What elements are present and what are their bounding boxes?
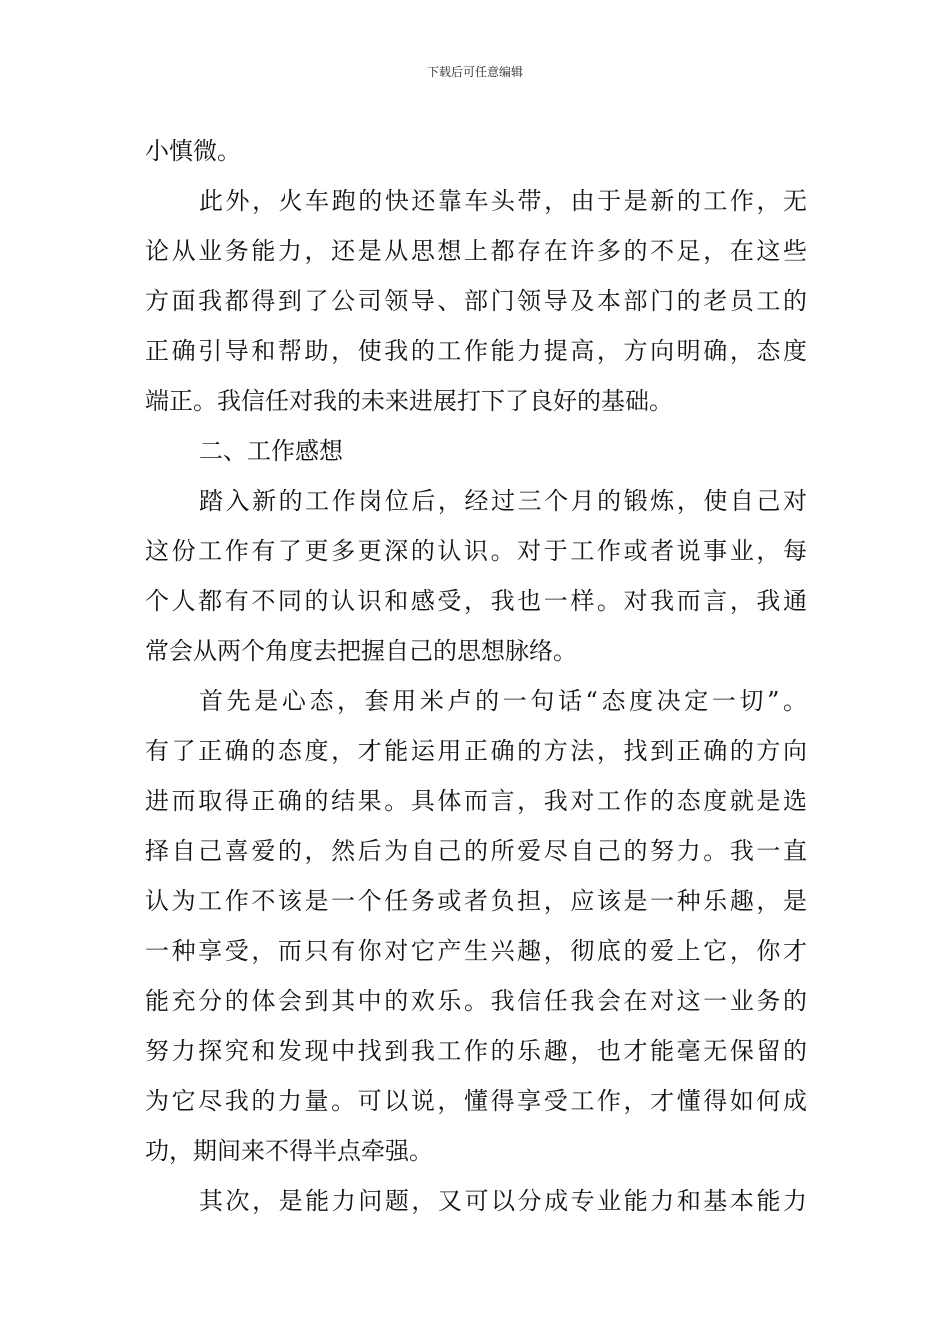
text-line: 为它尽我的力量。可以说，懂得享受工作，才懂得如何成	[145, 1087, 807, 1115]
text-line: 有了正确的态度，才能运用正确的方法，找到正确的方向	[145, 737, 807, 765]
text-line: 一种享受，而只有你对它产生兴趣，彻底的爱上它，你才	[145, 937, 807, 965]
text-line: 其次，是能力问题，又可以分成专业能力和基本能力	[199, 1187, 807, 1215]
section-heading: 二、工作感想	[199, 437, 343, 465]
text-line: 常会从两个角度去把握自己的思想脉络。	[145, 637, 577, 665]
page-header: 下载后可任意编辑	[426, 65, 523, 79]
text-line: 功，期间来不得半点牵强。	[145, 1137, 433, 1165]
text-line: 进而取得正确的结果。具体而言，我对工作的态度就是选	[145, 787, 807, 815]
text-line: 此外，火车跑的快还靠车头带，由于是新的工作，无	[199, 187, 807, 215]
text-line: 个人都有不同的认识和感受，我也一样。对我而言，我通	[145, 587, 807, 615]
text-line: 努力探究和发现中找到我工作的乐趣，也才能毫无保留的	[145, 1037, 807, 1065]
text-line: 论从业务能力，还是从思想上都存在许多的不足，在这些	[145, 237, 807, 265]
text-line: 正确引导和帮助，使我的工作能力提高，方向明确，态度	[145, 337, 807, 365]
text-line: 首先是心态，套用米卢的一句话“态度决定一切”。	[199, 687, 807, 715]
text-line: 认为工作不该是一个任务或者负担，应该是一种乐趣，是	[145, 887, 807, 915]
text-line: 小慎微。	[145, 137, 241, 165]
document-body	[145, 126, 807, 1226]
text-line: 择自己喜爱的，然后为自己的所爱尽自己的努力。我一直	[145, 837, 807, 865]
text-line: 这份工作有了更多更深的认识。对于工作或者说事业，每	[145, 537, 807, 565]
text-line: 踏入新的工作岗位后，经过三个月的锻炼，使自己对	[199, 487, 807, 515]
text-line: 能充分的体会到其中的欢乐。我信任我会在对这一业务的	[145, 987, 807, 1015]
text-line: 方面我都得到了公司领导、部门领导及本部门的老员工的	[145, 287, 807, 315]
text-line: 端正。我信任对我的未来进展打下了良好的基础。	[145, 387, 673, 415]
